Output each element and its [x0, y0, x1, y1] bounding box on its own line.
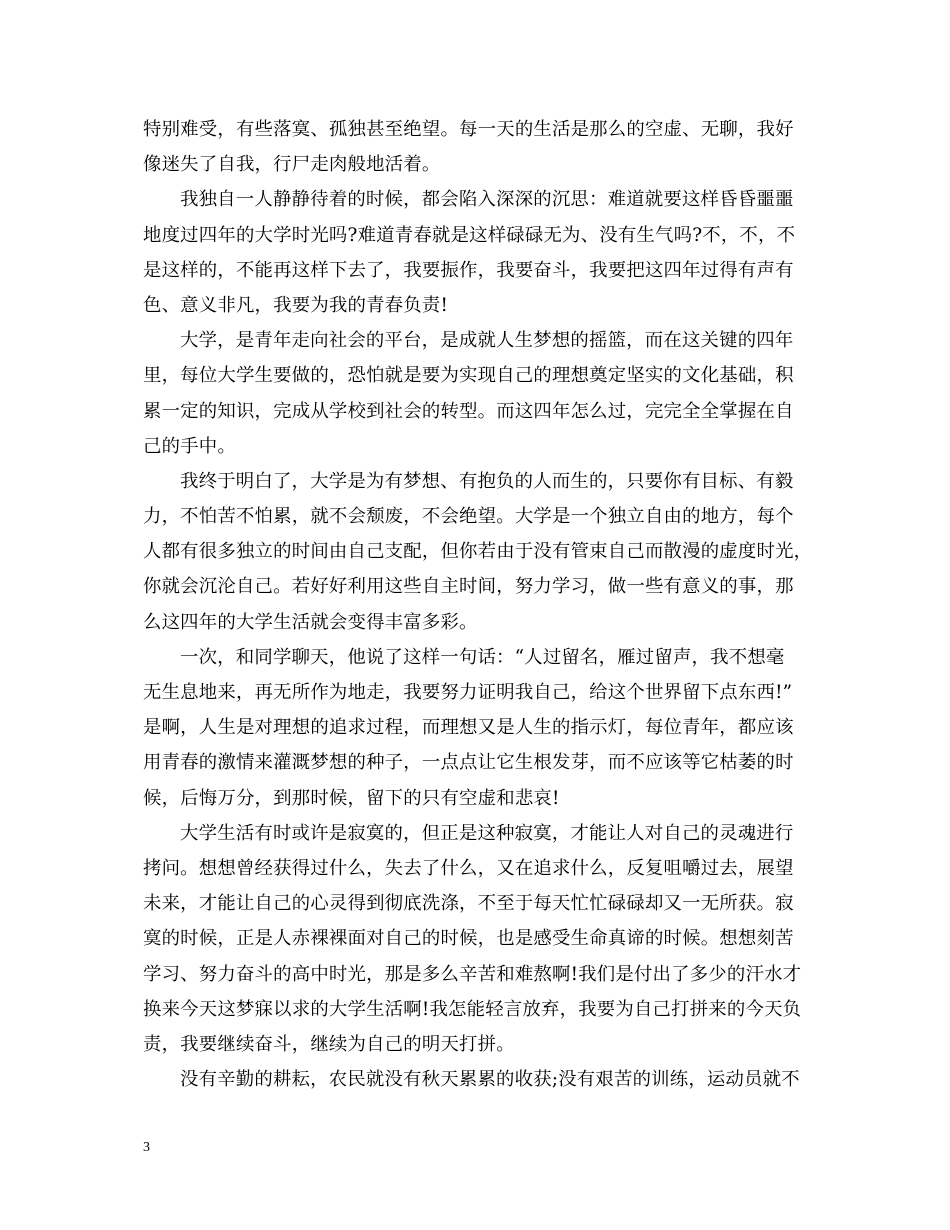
text-line: 色、意义非凡，我要为我的青春负责! — [143, 294, 449, 316]
text-line: 是啊，人生是对理想的追求过程，而理想又是人生的指示灯，每位青年，都应该 — [143, 717, 794, 739]
text-line: 寞的时候，正是人赤裸裸面对自己的时候，也是感受生命真谛的时候。想想刻苦 — [143, 928, 794, 950]
text-line: 累一定的知识，完成从学校到社会的转型。而这四年怎么过，完完全全掌握在自 — [143, 400, 794, 422]
text-line: 一次，和同学聊天，他说了这样一句话：“人过留名，雁过留声，我不想毫 — [180, 646, 785, 668]
text-line: 大学生活有时或许是寂寞的，但正是这种寂寞，才能让人对自己的灵魂进行 — [180, 822, 794, 844]
text-line: 我独自一人静静待着的时候，都会陷入深深的沉思：难道就要这样昏昏噩噩 — [180, 189, 794, 211]
text-line: 无生息地来，再无所作为地走，我要努力证明我自己，给这个世界留下点东西!” — [143, 682, 793, 703]
text-line: 特别难受，有些落寞、孤独甚至绝望。每一天的生活是那么的空虚、无聊，我好 — [143, 119, 794, 140]
text-line: 责，我要继续奋斗，继续为自己的明天打拼。 — [143, 1033, 515, 1055]
text-line: 换来今天这梦寐以求的大学生活啊!我怎能轻言放弃，我要为自己打拼来的今天负 — [143, 998, 802, 1020]
text-line: 你就会沉沦自己。若好好利用这些自主时间，努力学习，做一些有意义的事，那 — [143, 576, 794, 598]
text-line: 力，不怕苦不怕累，就不会颓废，不会绝望。大学是一个独立自由的地方，每个 — [143, 506, 794, 528]
text-line: 候，后悔万分，到那时候，留下的只有空虚和悲哀! — [143, 787, 560, 809]
text-line: 是这样的，不能再这样下去了，我要振作，我要奋斗，我要把这四年过得有声有 — [143, 259, 794, 281]
text-line: 人都有很多独立的时间由自己支配，但你若由于没有管束自己而散漫的虚度时光， — [143, 541, 813, 563]
text-line: 用青春的激情来灌溉梦想的种子，一点点让它生根发芽，而不应该等它枯萎的时 — [143, 752, 794, 774]
document-body — [143, 112, 813, 1097]
page-number: 3 — [143, 1140, 150, 1155]
text-line: 我终于明白了，大学是为有梦想、有抱负的人而生的，只要你有目标、有毅 — [180, 470, 794, 492]
text-line: 没有辛勤的耕耘，农民就没有秋天累累的收获;没有艰苦的训练，运动员就不 — [180, 1069, 800, 1091]
text-line: 像迷失了自我，行尸走肉般地活着。 — [143, 154, 441, 176]
text-line: 未来，才能让自己的心灵得到彻底洗涤，不至于每天忙忙碌碌却又一无所获。寂 — [143, 893, 794, 915]
text-line: 拷问。想想曾经获得过什么，失去了什么，又在追求什么，反复咀嚼过去，展望 — [143, 857, 794, 879]
text-line: 学习、努力奋斗的高中时光，那是多么辛苦和难熬啊!我们是付出了多少的汗水才 — [143, 963, 802, 985]
text-line: 么这四年的大学生活就会变得丰富多彩。 — [143, 611, 478, 633]
text-line: 己的手中。 — [143, 435, 236, 457]
text-line: 里，每位大学生要做的，恐怕就是要为实现自己的理想奠定坚实的文化基础，积 — [143, 365, 794, 387]
text-line: 大学，是青年走向社会的平台，是成就人生梦想的摇篮，而在这关键的四年 — [180, 330, 794, 352]
text-line: 地度过四年的大学时光吗?难道青春就是这样碌碌无为、没有生气吗?不，不，不 — [143, 224, 796, 246]
